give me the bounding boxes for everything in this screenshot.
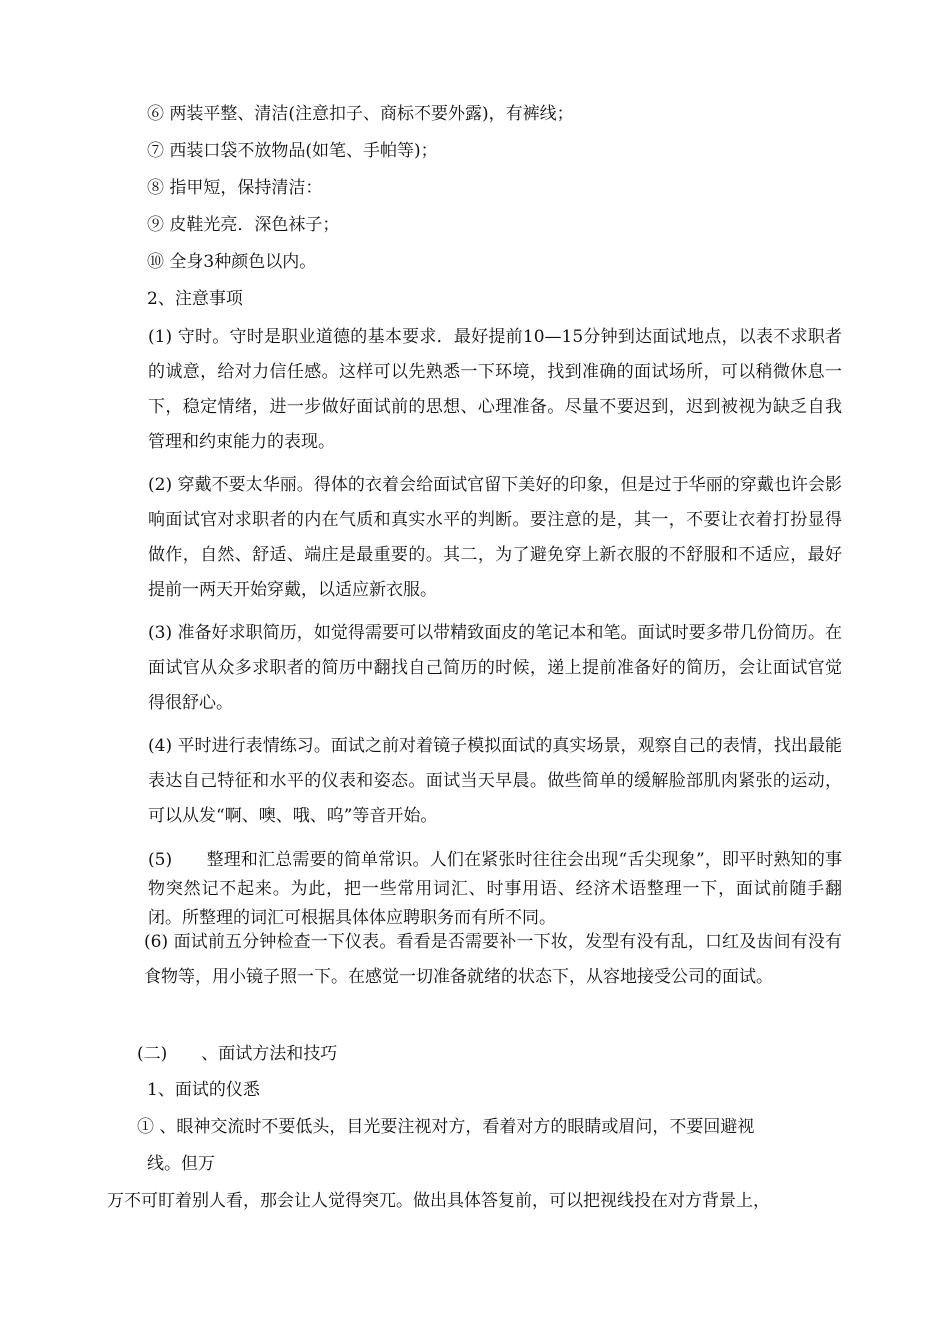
- paragraph-attire: [108, 468, 842, 608]
- paragraph-text: (1) 守时。守时是职业道德的基本要求．最好提前10—15分钟到达面试地点，以表不求职者的诚意，给对力信任感。这样可以先熟悉一下环境，找到准确的面试场所，可以稍微休息一下，稳定情绪，进一步做好面试前的思想、心理准备。尽量不要迟到，迟到被视为缺乏自我管理和约束能力的表现。: [148, 327, 842, 452]
- paragraph-punctuality: [108, 320, 842, 460]
- list-item: ⑩ 全身3种颜色以内。: [147, 252, 317, 272]
- paragraph-text: (3) 准备好求职简历，如觉得需要可以带精致面皮的笔记本和笔。面试时要多带几份简历。在面试官从众多求职者的简历中翻找自己简历的时候，递上提前准备好的简历，会让面试官觉得很舒心。: [148, 623, 842, 713]
- paragraph-knowledge: [108, 846, 842, 933]
- list-item: ⑦ 西装口袋不放物品(如笔、手帕等)；: [147, 141, 438, 161]
- list-item: ⑧ 指甲短，保持清洁：: [147, 178, 323, 198]
- paragraph-text: (2) 穿戴不要太华丽。得体的衣着会给面试官留下美好的印象，但是过于华丽的穿戴也许会影响面试官对求职者的内在气质和真实水平的判断。要注意的是，其一，不要让衣着打扮显得做作，自然、舒适、端庄是最重要的。其二，为了避免穿上新衣服的不舒服和不适应，最好提前一两天开始穿戴，以适应新衣服。: [148, 475, 842, 600]
- list-item: ⑥ 两装平整、清洁(注意扣子、商标不要外露)，有裤线；: [147, 104, 574, 124]
- paragraph-check-appearance: [108, 925, 842, 995]
- sub-heading: 1、面试的仪悉: [147, 1080, 260, 1100]
- section-heading: (二) 、面试方法和技巧: [137, 1044, 338, 1064]
- section-heading: 2、注意事项: [147, 289, 243, 309]
- paragraph-expression: [108, 729, 842, 834]
- eye-contact-line: 万不可盯着别人看，那会让人觉得突兀。做出具体答复前，可以把视线投在对方背景上，: [107, 1191, 770, 1211]
- eye-contact-line: ① 、眼神交流时不要低头，目光要注视对方，看着对方的眼睛或眉问，不要回避视: [137, 1117, 755, 1137]
- paragraph-text: (4) 平时进行表情练习。面试之前对着镜子模拟面试的真实场景，观察自己的表情，找出最能表达自己特征和水平的仪表和姿态。面试当天早晨。做些简单的缓解脸部肌肉紧张的运动，可以从发“啊、噢、哦、呜”等音开始。: [148, 736, 842, 826]
- paragraph-text: (5) 整理和汇总需要的简单常识。人们在紧张时往往会出现“舌尖现象”，即平时熟知的事物突然记不起来。为此，把一些常用词汇、时事用语、经济术语整理一下，面试前随手翻闭。所整理的词汇可根据具体体应聘职务而有所不同。: [148, 850, 842, 928]
- list-item: ⑨ 皮鞋光亮．深色袜子；: [147, 215, 340, 235]
- eye-contact-line: 线。但万: [147, 1154, 215, 1174]
- paragraph-text: (6) 面试前五分钟检查一下仪表。看看是否需要补一下妆，发型有没有乱，口红及齿间有没有食物等，用小镜子照一下。在感觉一切准备就绪的状态下，从容地接受公司的面试。: [144, 932, 842, 987]
- paragraph-resume: [108, 616, 842, 721]
